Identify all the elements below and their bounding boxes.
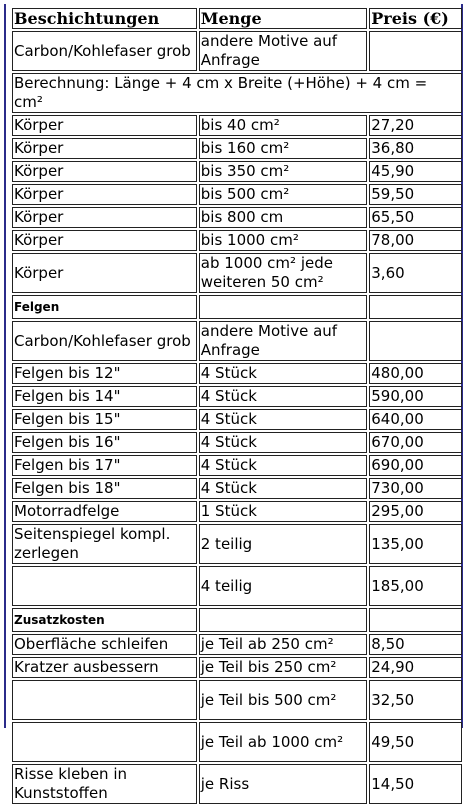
table-row [12, 478, 462, 499]
cell-preis: 32,50 [369, 680, 462, 720]
table-row [12, 657, 462, 678]
header-beschichtungen: Beschichtungen [12, 8, 197, 29]
header-preis: Preis (€) [369, 8, 462, 29]
cell-preis: 3,60 [369, 253, 462, 293]
cell-menge: 1 Stück [199, 501, 368, 522]
cell-preis: 36,80 [369, 138, 462, 159]
cell-item: Körper [12, 161, 197, 182]
table-row [12, 566, 462, 606]
cell-menge: je Teil ab 1000 cm² [199, 722, 368, 762]
cell-preis: 640,00 [369, 409, 462, 430]
cell-item: Carbon/Kohlefaser grob [12, 321, 197, 361]
table-row [12, 432, 462, 453]
table-row [12, 524, 462, 564]
table-row [12, 161, 462, 182]
cell-menge: 2 teilig [199, 524, 368, 564]
section-row [12, 295, 462, 319]
cell-menge: bis 1000 cm² [199, 230, 368, 251]
table-row [12, 501, 462, 522]
price-table [10, 6, 464, 806]
cell-preis: 690,00 [369, 455, 462, 476]
table-row [12, 634, 462, 655]
cell-menge: bis 40 cm² [199, 115, 368, 136]
cell-menge: 4 Stück [199, 478, 368, 499]
cell-menge: je Teil bis 250 cm² [199, 657, 368, 678]
cell-preis: 49,50 [369, 722, 462, 762]
cell-item: Felgen bis 15" [12, 409, 197, 430]
cell-item: Körper [12, 138, 197, 159]
cell-item: Körper [12, 115, 197, 136]
cell-menge [199, 295, 368, 319]
cell-preis [369, 31, 462, 71]
table-row [12, 680, 462, 720]
cell-item: Körper [12, 184, 197, 205]
cell-menge: 4 Stück [199, 455, 368, 476]
cell-menge [199, 608, 368, 632]
cell-preis: 670,00 [369, 432, 462, 453]
cell-item: Kratzer ausbessern [12, 657, 197, 678]
cell-preis: 295,00 [369, 501, 462, 522]
cell-menge: je Teil ab 250 cm² [199, 634, 368, 655]
cell-preis [369, 321, 462, 361]
table-row [12, 253, 462, 293]
cell-preis: 590,00 [369, 386, 462, 407]
cell-menge: 4 teilig [199, 566, 368, 606]
table-row [12, 455, 462, 476]
table-row [12, 386, 462, 407]
cell-menge: bis 160 cm² [199, 138, 368, 159]
table-row [12, 31, 462, 71]
section-row [12, 608, 462, 632]
formula-row [12, 73, 462, 113]
cell-menge: ab 1000 cm² jede weiteren 50 cm² [199, 253, 368, 293]
table-row [12, 184, 462, 205]
cell-preis: 480,00 [369, 363, 462, 384]
cell-menge: 4 Stück [199, 409, 368, 430]
header-row [12, 8, 462, 29]
cell-preis: 8,50 [369, 634, 462, 655]
cell-preis: 24,90 [369, 657, 462, 678]
cell-item [12, 680, 197, 720]
table-row [12, 764, 462, 804]
cell-item: Körper [12, 230, 197, 251]
cell-preis: 65,50 [369, 207, 462, 228]
cell-menge: bis 800 cm [199, 207, 368, 228]
cell-preis: 14,50 [369, 764, 462, 804]
cell-menge: 4 Stück [199, 363, 368, 384]
cell-menge: 4 Stück [199, 432, 368, 453]
header-menge: Menge [199, 8, 368, 29]
cell-item: Felgen bis 14" [12, 386, 197, 407]
table-row [12, 321, 462, 361]
cell-menge: andere Motive auf Anfrage [199, 31, 368, 71]
cell-preis: 135,00 [369, 524, 462, 564]
cell-item: Felgen [12, 295, 197, 319]
cell-preis [369, 295, 462, 319]
cell-item: Zusatzkosten [12, 608, 197, 632]
cell-preis: 78,00 [369, 230, 462, 251]
price-table-body [12, 31, 462, 804]
cell-menge: bis 350 cm² [199, 161, 368, 182]
cell-item [12, 722, 197, 762]
table-row [12, 115, 462, 136]
cell-preis: 730,00 [369, 478, 462, 499]
cell-menge: 4 Stück [199, 386, 368, 407]
cell-item [12, 566, 197, 606]
cell-item: Körper [12, 253, 197, 293]
table-row [12, 363, 462, 384]
formula-cell: Berechnung: Länge + 4 cm x Breite (+Höhe) + 4 cm = cm² [12, 73, 462, 113]
cell-preis: 45,90 [369, 161, 462, 182]
cell-preis: 27,20 [369, 115, 462, 136]
table-row [12, 722, 462, 762]
cell-item: Seitenspiegel kompl. zerlegen [12, 524, 197, 564]
cell-preis: 185,00 [369, 566, 462, 606]
cell-item: Körper [12, 207, 197, 228]
cell-item: Felgen bis 16" [12, 432, 197, 453]
table-row [12, 138, 462, 159]
cell-item: Felgen bis 17" [12, 455, 197, 476]
table-row [12, 207, 462, 228]
cell-menge: je Riss [199, 764, 368, 804]
cell-preis [369, 608, 462, 632]
cell-menge: je Teil bis 500 cm² [199, 680, 368, 720]
table-row [12, 409, 462, 430]
cell-menge: andere Motive auf Anfrage [199, 321, 368, 361]
cell-item: Felgen bis 12" [12, 363, 197, 384]
cell-item: Carbon/Kohlefaser grob [12, 31, 197, 71]
cell-item: Motorradfelge [12, 501, 197, 522]
cell-item: Risse kleben in Kunststoffen [12, 764, 197, 804]
cell-menge: bis 500 cm² [199, 184, 368, 205]
cell-preis: 59,50 [369, 184, 462, 205]
cell-item: Felgen bis 18" [12, 478, 197, 499]
cell-item: Oberfläche schleifen [12, 634, 197, 655]
table-row [12, 230, 462, 251]
